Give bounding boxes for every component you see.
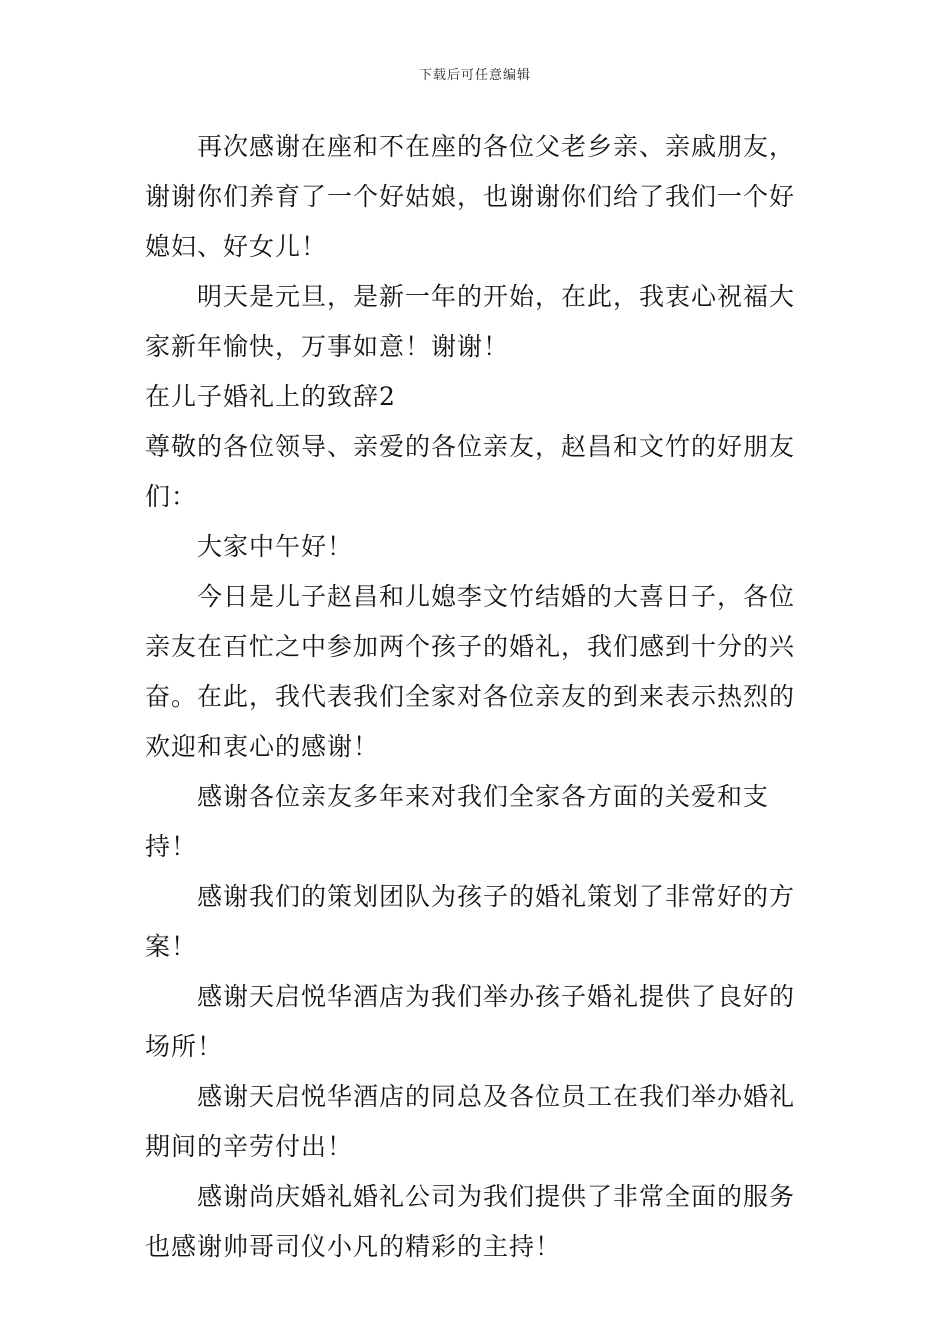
section-title: 在儿子婚礼上的致辞2 — [145, 382, 396, 411]
paragraph-thanks-planning: 感谢我们的策划团队为孩子的婚礼策划了非常好的方案！ — [145, 882, 796, 961]
paragraph-thanks-support: 感谢各位亲友多年来对我们全家各方面的关爱和支持！ — [145, 782, 770, 861]
paragraph-new-year: 明天是元旦，是新一年的开始，在此，我衷心祝福大家新年愉快，万事如意！谢谢！ — [145, 282, 796, 361]
paragraph-thanks-family: 再次感谢在座和不在座的各位父老乡亲、亲戚朋友，谢谢你们养育了一个好姑娘，也谢谢你们给了我们一个好媳妇、好女儿！ — [145, 132, 796, 261]
paragraph-thanks-hotel: 感谢天启悦华酒店为我们举办孩子婚礼提供了良好的场所！ — [145, 982, 796, 1061]
page-header: 下载后可任意编辑 — [418, 68, 531, 83]
paragraph-greeting: 大家中午好！ — [197, 532, 354, 561]
paragraph-thanks-staff: 感谢天启悦华酒店的同总及各位员工在我们举办婚礼期间的辛劳付出！ — [145, 1082, 796, 1161]
document-body — [145, 122, 810, 1272]
paragraph-wedding-day: 今日是儿子赵昌和儿媳李文竹结婚的大喜日子，各位亲友在百忙之中参加两个孩子的婚礼，我们感到十分的兴奋。在此，我代表我们全家对各位亲友的到来表示热烈的欢迎和衷心的感谢！ — [145, 582, 796, 761]
paragraph-thanks-company: 感谢尚庆婚礼婚礼公司为我们提供了非常全面的服务也感谢帅哥司仪小凡的精彩的主持！ — [145, 1182, 796, 1261]
paragraph-salutation: 尊敬的各位领导、亲爱的各位亲友，赵昌和文竹的好朋友们： — [145, 432, 796, 511]
